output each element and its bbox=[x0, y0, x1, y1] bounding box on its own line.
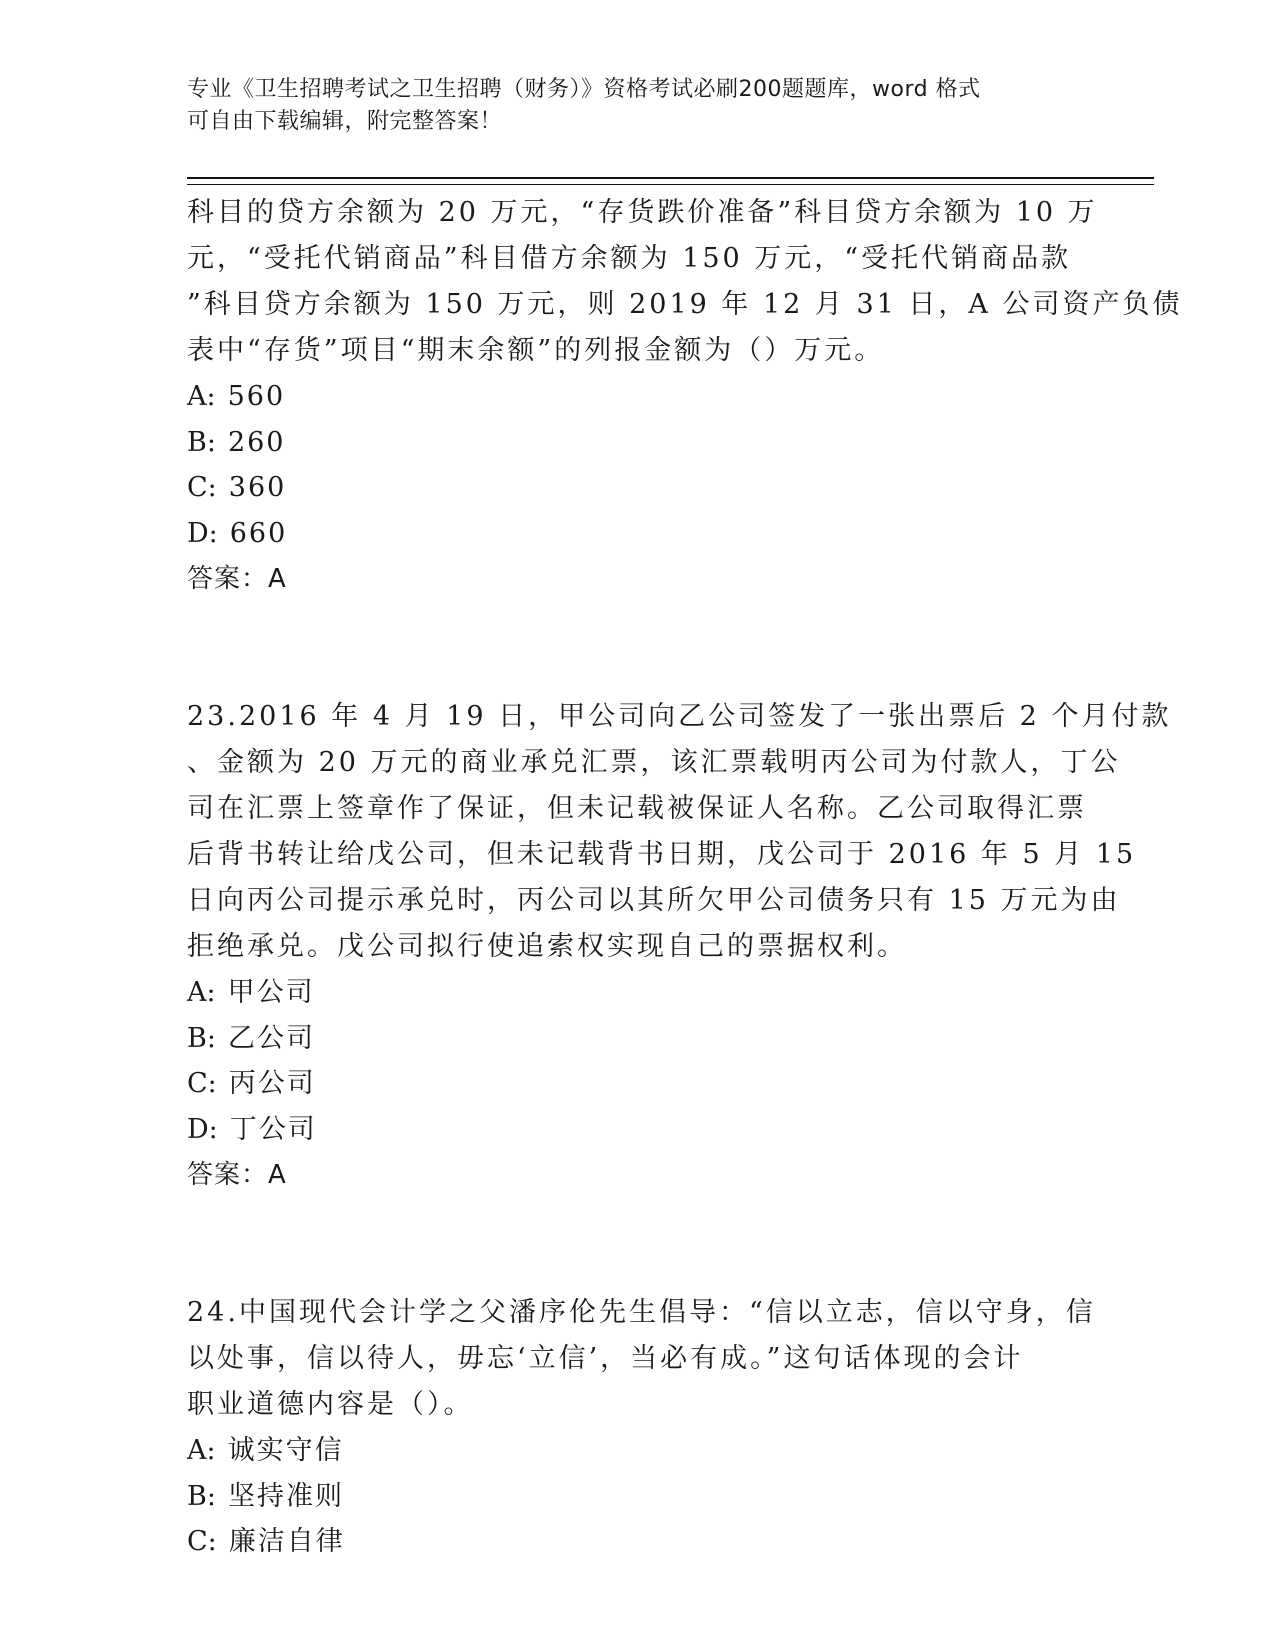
question-text-line: 元，“受托代销商品”科目借方余额为 150 万元，“受托代销商品款 bbox=[187, 243, 1072, 274]
option-letter: D: bbox=[187, 1113, 218, 1145]
option-text: 660 bbox=[229, 517, 288, 549]
option-text: 360 bbox=[228, 472, 287, 503]
option-letter: C: bbox=[187, 1526, 217, 1557]
option-a bbox=[187, 970, 1087, 1016]
spacer bbox=[187, 1198, 1087, 1290]
option-text: 丁公司 bbox=[229, 1113, 317, 1145]
page-header bbox=[187, 74, 1067, 138]
question-text-line: 表中“存货”项目“期末余额”的列报金额为（）万元。 bbox=[187, 335, 885, 366]
option-text: 甲公司 bbox=[227, 977, 315, 1008]
option-letter: A: bbox=[187, 1435, 216, 1466]
question-23 bbox=[187, 694, 1172, 1198]
option-d bbox=[187, 1107, 1087, 1153]
option-letter: C: bbox=[187, 472, 217, 503]
question-text-line: 后背书转让给戊公司，但未记载背书日期，戊公司于 2016 年 5 月 15 bbox=[187, 839, 1137, 870]
question-text-line: 以处事，信以待人，毋忘‘立信’，当必有成。”这句话体现的会计 bbox=[187, 1343, 1024, 1374]
option-a bbox=[187, 1428, 1087, 1474]
question-text-line: 、金额为 20 万元的商业承兑汇票，该汇票载明丙公司为付款人，丁公 bbox=[187, 747, 1121, 778]
header-line-1: 专业《卫生招聘考试之卫生招聘（财务）》资格考试必刷200题题库，word 格式 bbox=[187, 77, 981, 102]
document-body bbox=[187, 190, 1183, 1565]
option-letter: C: bbox=[187, 1068, 217, 1099]
option-letter: B: bbox=[187, 1480, 216, 1512]
question-text-line: 拒绝承兑。戊公司拟行使追索权实现自己的票据权利。 bbox=[187, 931, 907, 962]
answer-line: 答案：A bbox=[187, 1160, 287, 1190]
option-b bbox=[187, 1474, 1087, 1520]
option-text: 丙公司 bbox=[228, 1068, 316, 1099]
question-text-line: 23.2016 年 4 月 19 日，甲公司向乙公司签发了一张出票后 2 个月付款 bbox=[187, 701, 1172, 732]
option-text: 560 bbox=[227, 381, 286, 412]
option-c bbox=[187, 1061, 1087, 1107]
question-22 bbox=[187, 190, 1183, 602]
option-b bbox=[187, 420, 1087, 466]
option-letter: A: bbox=[187, 977, 216, 1008]
header-rule-thin bbox=[187, 184, 1154, 185]
option-text: 260 bbox=[227, 426, 286, 458]
option-letter: D: bbox=[187, 517, 218, 549]
question-text-line: 日向丙公司提示承兑时，丙公司以其所欠甲公司债务只有 15 万元为由 bbox=[187, 885, 1121, 916]
option-text: 坚持准则 bbox=[227, 1480, 344, 1512]
question-text-line: 职业道德内容是（）。 bbox=[187, 1389, 474, 1420]
question-text-line: ”科目贷方余额为 150 万元，则 2019 年 12 月 31 日，A 公司资产负债 bbox=[187, 289, 1183, 320]
option-d bbox=[187, 511, 1087, 557]
header-line-2: 可自由下载编辑，附完整答案！ bbox=[187, 109, 503, 134]
option-text: 廉洁自律 bbox=[228, 1526, 345, 1557]
option-letter: A: bbox=[187, 381, 216, 412]
question-24 bbox=[187, 1290, 1096, 1565]
spacer bbox=[187, 602, 1087, 694]
option-letter: B: bbox=[187, 1022, 216, 1054]
option-text: 乙公司 bbox=[227, 1022, 315, 1054]
option-letter: B: bbox=[187, 426, 216, 458]
question-text-line: 24.中国现代会计学之父潘序伦先生倡导：“信以立志，信以守身，信 bbox=[187, 1297, 1096, 1328]
option-text: 诚实守信 bbox=[227, 1435, 344, 1466]
question-text-line: 司在汇票上签章作了保证，但未记载被保证人名称。乙公司取得汇票 bbox=[187, 793, 1087, 824]
option-a bbox=[187, 374, 1087, 420]
option-b bbox=[187, 1016, 1087, 1062]
option-c bbox=[187, 465, 1087, 511]
answer-line: 答案：A bbox=[187, 564, 287, 594]
question-text-line: 科目的贷方余额为 20 万元，“存货跌价准备”科目贷方余额为 10 万 bbox=[187, 197, 1098, 228]
header-rule-thick bbox=[187, 177, 1154, 179]
option-c bbox=[187, 1519, 1087, 1565]
